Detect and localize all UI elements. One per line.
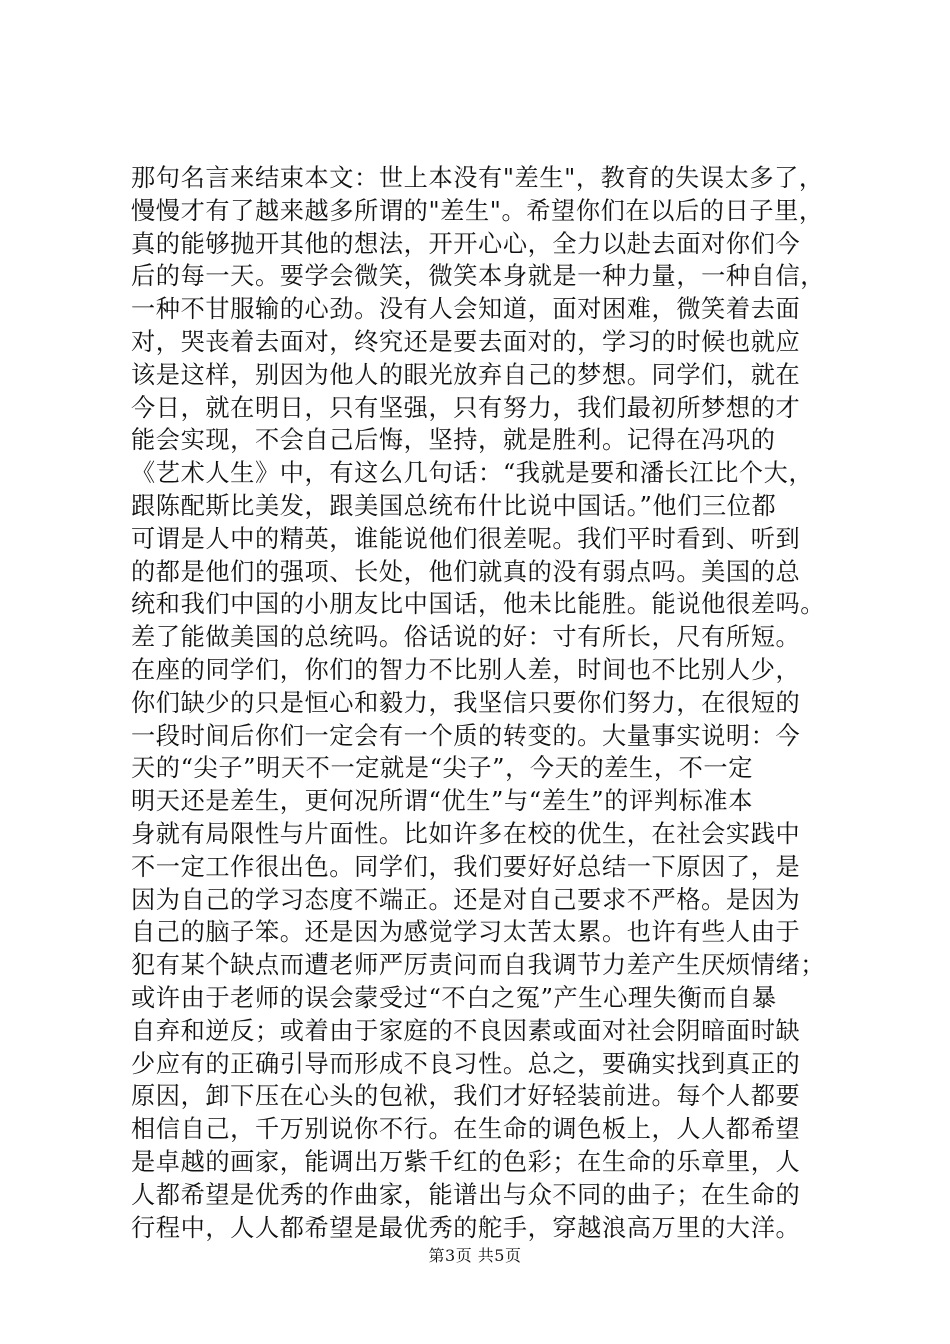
text-line: 能会实现，不会自己后悔，坚持，就是胜利。记得在冯巩的 [131, 426, 776, 455]
text-line: 可谓是人中的精英，谁能说他们很差呢。我们平时看到、听到 [131, 524, 801, 553]
text-line: 是卓越的画家，能调出万紫千红的色彩；在生命的乐章里，人 [131, 1147, 801, 1176]
text-line: 或许由于老师的误会蒙受过“不白之冤”产生心理失衡而自暴 [131, 983, 777, 1012]
text-line: 统和我们中国的小朋友比中国话，他未比能胜。能说他很差吗。 [131, 590, 826, 619]
text-line: 你们缺少的只是恒心和毅力，我坚信只要你们努力，在很短的 [131, 688, 801, 717]
text-line: 少应有的正确引导而形成不良习性。总之，要确实找到真正的 [131, 1049, 801, 1078]
text-line: 真的能够抛开其他的想法，开开心心，全力以赴去面对你们今 [131, 229, 801, 258]
text-line: 差了能做美国的总统吗。俗话说的好：寸有所长，尺有所短。 [131, 623, 801, 652]
text-line: 因为自己的学习态度不端正。还是对自己要求不严格。是因为 [131, 885, 801, 914]
text-line: 的都是他们的强项、长处，他们就真的没有弱点吗。美国的总 [131, 557, 801, 586]
text-line: 对，哭丧着去面对，终究还是要去面对的，学习的时候也就应 [131, 327, 801, 356]
text-line: 自己的脑子笨。还是因为感觉学习太苦太累。也许有些人由于 [131, 918, 801, 947]
text-line: 自弃和逆反；或着由于家庭的不良因素或面对社会阴暗面时缺 [131, 1016, 801, 1045]
text-line: 行程中，人人都希望是最优秀的舵手，穿越浪高万里的大洋。 [131, 1213, 801, 1242]
text-line: 相信自己，千万别说你不行。在生命的调色板上，人人都希望 [131, 1115, 801, 1144]
text-line: 天的“尖子”明天不一定就是“尖子”，今天的差生，不一定 [131, 754, 753, 783]
text-line: 一段时间后你们一定会有一个质的转变的。大量事实说明：今 [131, 721, 801, 750]
text-line: 犯有某个缺点而遭老师严厉责问而自我调节力差产生厌烦情绪； [131, 951, 826, 980]
text-line: 在座的同学们，你们的智力不比别人差，时间也不比别人少， [131, 655, 801, 684]
text-line: 人都希望是优秀的作曲家，能谱出与众不同的曲子；在生命的 [131, 1180, 801, 1209]
text-line: 慢慢才有了越来越多所谓的"差生"。希望你们在以后的日子里， [131, 196, 824, 225]
text-line: 跟陈配斯比美发，跟美国总统布什比说中国话。”他们三位都 [131, 491, 777, 520]
text-line: 后的每一天。要学会微笑，微笑本身就是一种力量，一种自信， [131, 262, 826, 291]
text-line: 今日，就在明日，只有坚强，只有努力，我们最初所梦想的才 [131, 393, 801, 422]
text-line: 那句名言来结束本文：世上本没有"差生"，教育的失误太多了， [131, 164, 824, 192]
text-line: 一种不甘服输的心劲。没有人会知道，面对困难，微笑着去面 [131, 295, 801, 324]
text-line: 《艺术人生》中，有这么几句话：“我就是要和潘长江比个大， [131, 459, 814, 488]
text-line: 明天还是差生，更何况所谓“优生”与“差生”的评判标准本 [131, 787, 753, 816]
text-line: 该是这样，别因为他人的眼光放弃自己的梦想。同学们，就在 [131, 360, 801, 389]
page-footer: 第3页 共5页 [428, 1246, 522, 1265]
text-line: 不一定工作很出色。同学们，我们要好好总结一下原因了，是 [131, 852, 801, 881]
text-line: 身就有局限性与片面性。比如许多在校的优生，在社会实践中 [131, 819, 801, 848]
body-text [131, 162, 831, 1244]
text-line: 原因，卸下压在心头的包袱，我们才好轻装前进。每个人都要 [131, 1082, 801, 1111]
